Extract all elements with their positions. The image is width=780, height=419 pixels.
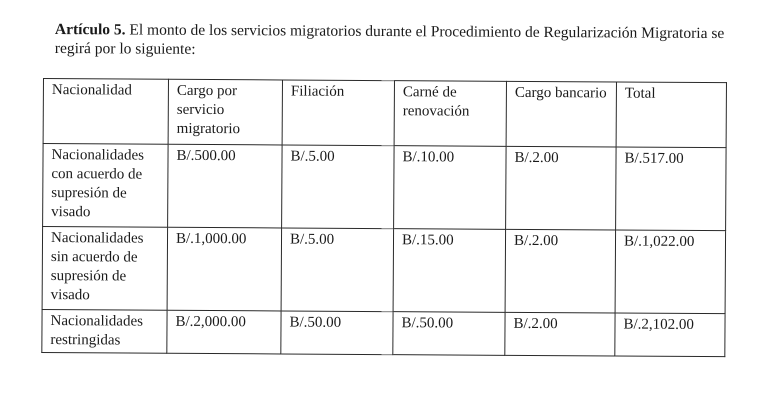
cell-cargo-servicio: B/.2,000.00 xyxy=(167,310,281,354)
header-total: Total xyxy=(616,82,726,148)
header-cargo-bancario: Cargo bancario xyxy=(506,81,616,147)
table-header-row xyxy=(43,79,726,148)
cell-cargo-servicio: B/.1,000.00 xyxy=(167,227,282,311)
cell-filiacion: B/.5.00 xyxy=(282,145,395,229)
header-nacionalidad: Nacionalidad xyxy=(43,79,168,145)
cell-cargo-bancario: B/.2.00 xyxy=(505,229,616,313)
cell-total: B/.517.00 xyxy=(616,147,727,231)
table-row xyxy=(42,227,725,314)
cell-filiacion: B/.5.00 xyxy=(281,228,394,312)
cell-cargo-servicio: B/.500.00 xyxy=(168,144,283,228)
article-paragraph xyxy=(55,20,725,62)
table-row xyxy=(42,309,725,356)
cell-nacionalidad: Nacionalidades con acuerdo de supresión de visado xyxy=(43,144,169,228)
cell-cargo-bancario: B/.2.00 xyxy=(506,146,617,230)
cell-nacionalidad: Nacionalidades restringidas xyxy=(42,309,167,353)
cell-total: B/.2,102.00 xyxy=(615,313,725,357)
cell-filiacion: B/.50.00 xyxy=(281,311,393,355)
cell-total: B/.1,022.00 xyxy=(615,230,726,314)
fee-table xyxy=(41,78,727,357)
header-filiacion: Filiación xyxy=(282,80,394,146)
cell-carne: B/.15.00 xyxy=(393,229,506,313)
header-cargo-servicio: Cargo por servicio migratorio xyxy=(168,79,282,145)
header-carne-renovacion: Carné de renovación xyxy=(394,81,506,147)
article-label: Artículo 5. xyxy=(54,20,126,39)
cell-carne: B/.50.00 xyxy=(393,312,505,356)
cell-nacionalidad: Nacionalidades sin acuerdo de supresión de visado xyxy=(42,227,168,311)
article-text: El monto de los servicios migratorios durante el Procedimiento de Regularización Migratoria se regirá por lo siguiente: xyxy=(54,21,725,58)
table-row xyxy=(43,144,726,231)
cell-carne: B/.10.00 xyxy=(394,146,507,230)
cell-cargo-bancario: B/.2.00 xyxy=(505,312,615,356)
